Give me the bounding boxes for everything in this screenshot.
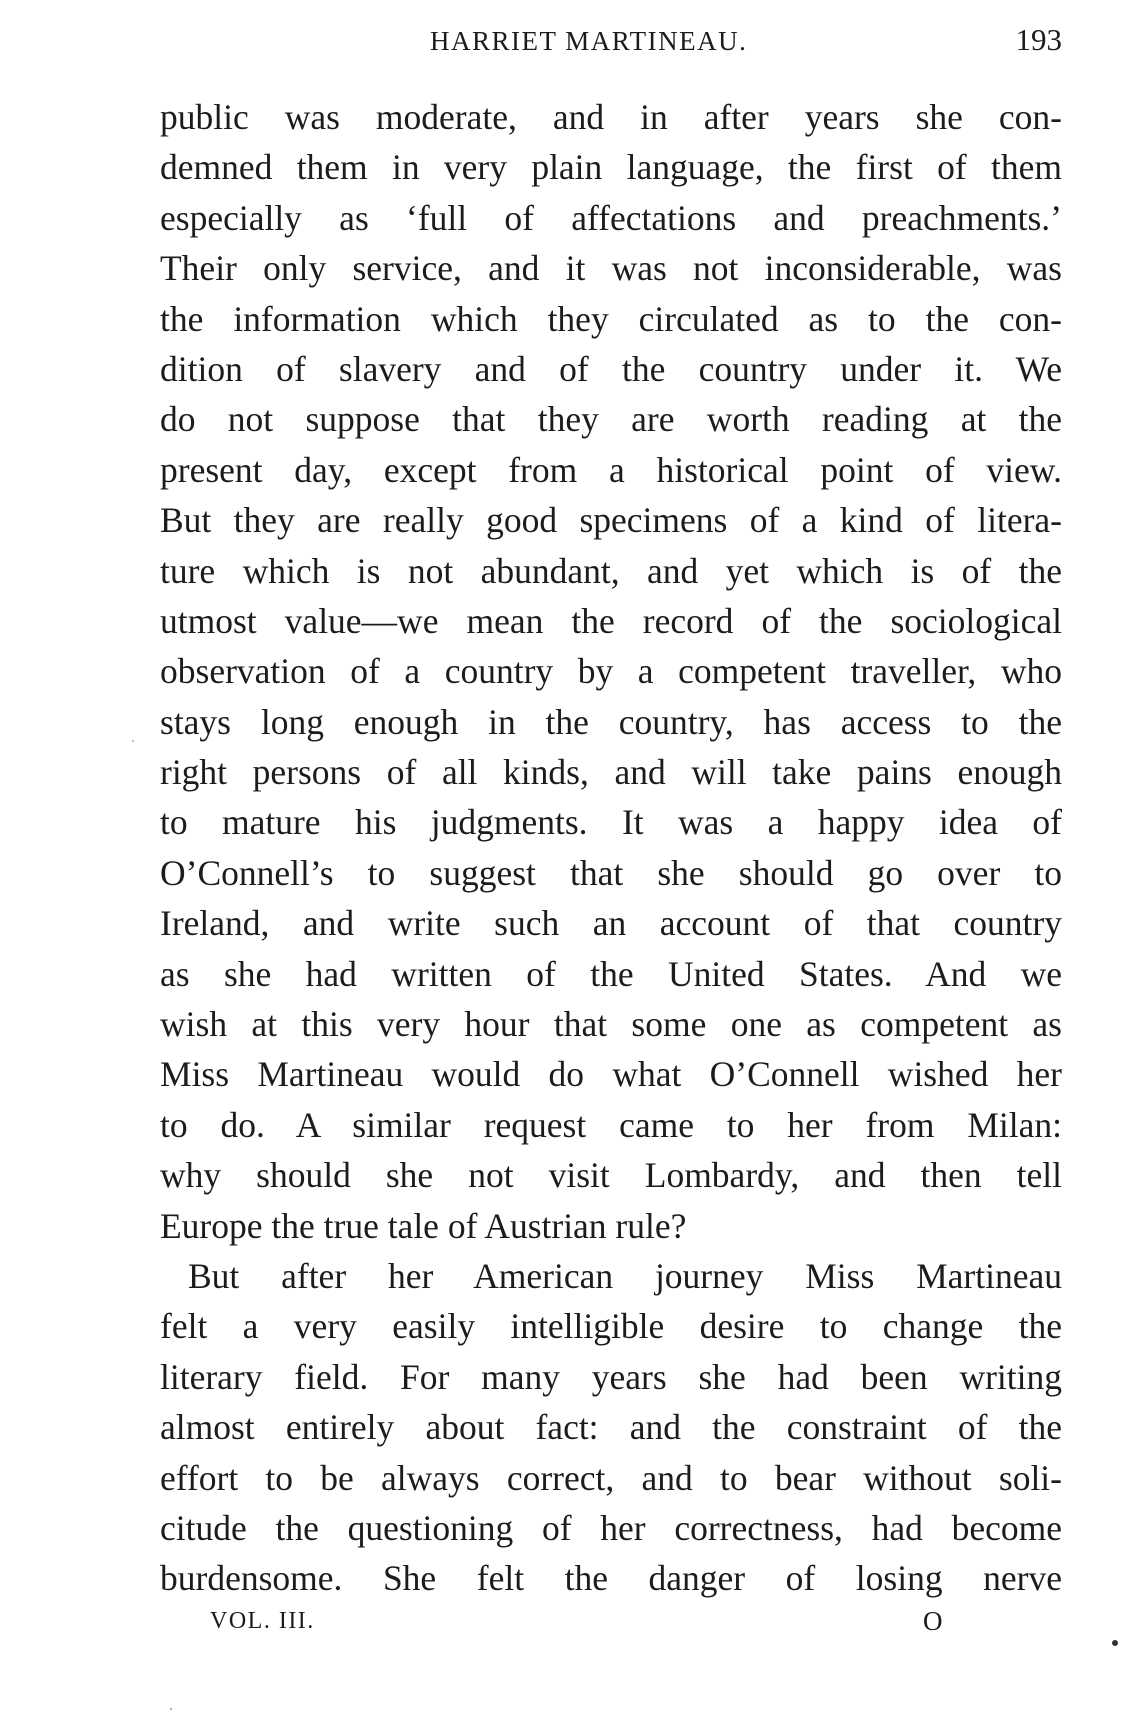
text-line: why should she not visit Lombardy, and then tell	[160, 1155, 1062, 1196]
signature-mark: O	[923, 1606, 943, 1636]
text-line: do not suppose that they are worth reading at the	[160, 399, 1062, 440]
text-line: utmost value—we mean the record of the sociological	[160, 600, 1062, 641]
text-line: wish at this very hour that some one as competent as	[160, 1004, 1062, 1045]
ink-speck	[132, 740, 134, 742]
paragraph	[160, 92, 1062, 1251]
ink-speck	[170, 1708, 172, 1710]
text-line: Ireland, and write such an account of that country	[160, 903, 1062, 944]
text-line: demned them in very plain language, the first of them	[160, 147, 1062, 188]
text-line: especially as ‘full of affectations and preachments.’	[160, 197, 1062, 238]
text-line: Europe the true tale of Austrian rule?	[160, 1205, 687, 1246]
page-footer	[160, 1608, 1062, 1648]
text-line: observation of a country by a competent traveller, who	[160, 651, 1062, 692]
body-text	[160, 92, 1062, 1604]
running-head: HARRIET MARTINEAU.	[430, 26, 748, 56]
paragraph	[160, 1251, 1062, 1604]
text-line: But they are really good specimens of a kind of litera-	[160, 500, 1062, 541]
text-line: as she had written of the United States. And we	[160, 953, 1062, 994]
text-line: burdensome. She felt the danger of losing nerve	[160, 1558, 1062, 1599]
text-line: public was moderate, and in after years she con-	[160, 97, 1062, 137]
text-line: ture which is not abundant, and yet which is of the	[160, 550, 1062, 591]
text-line: literary field. For many years she had been writing	[160, 1356, 1062, 1397]
text-line: right persons of all kinds, and will take pains enough	[160, 752, 1062, 793]
text-line: almost entirely about fact: and the constraint of the	[160, 1407, 1062, 1448]
text-line: citude the questioning of her correctness, had become	[160, 1507, 1062, 1548]
text-line: to mature his judgments. It was a happy idea of	[160, 802, 1062, 843]
page-number: 193	[1015, 22, 1062, 57]
ink-speck	[1112, 1640, 1118, 1646]
page-header	[160, 22, 1062, 66]
text-line: the information which they circulated as to the con-	[160, 298, 1062, 339]
text-line: effort to be always correct, and to bear without soli-	[160, 1457, 1062, 1498]
text-line: dition of slavery and of the country under it. We	[160, 348, 1062, 389]
text-line: present day, except from a historical point of view.	[160, 449, 1062, 490]
volume-number: VOL. III.	[210, 1608, 315, 1634]
text-line: O’Connell’s to suggest that she should go over to	[160, 852, 1062, 893]
text-line: Miss Martineau would do what O’Connell wished her	[160, 1054, 1062, 1095]
text-line: But after her American journey Miss Martineau	[188, 1255, 1062, 1296]
text-line: stays long enough in the country, has access to the	[160, 701, 1062, 742]
text-line: to do. A similar request came to her from Milan:	[160, 1104, 1062, 1145]
text-line: felt a very easily intelligible desire to change the	[160, 1306, 1062, 1347]
text-line: Their only service, and it was not inconsiderable, was	[160, 248, 1062, 289]
